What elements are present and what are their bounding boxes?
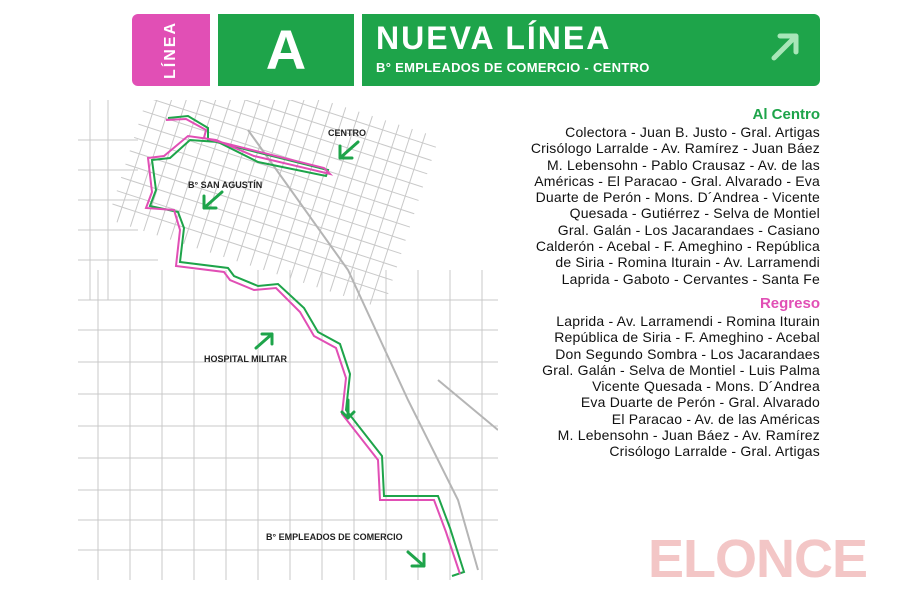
route-line: Crisólogo Larralde - Gral. Artigas [609, 443, 820, 460]
map-label-empleados-comercio: B° EMPLEADOS DE COMERCIO [266, 532, 403, 542]
elonce-watermark: ELONCE [648, 529, 868, 589]
arrow-up-right-icon [766, 26, 806, 66]
route-line: Don Segundo Sombra - Los Jacarandaes [555, 345, 820, 362]
map-label-hospital-militar: HOSPITAL MILITAR [204, 354, 287, 364]
route-line: Laprida - Gaboto - Cervantes - Santa Fe [561, 270, 820, 287]
route-line: Quesada - Gutiérrez - Selva de Montiel [569, 205, 820, 222]
route-line: Duarte de Perón - Mons. D´Andrea - Vicente [535, 189, 820, 206]
line-letter: A [265, 18, 307, 81]
al-centro-title: Al Centro [752, 106, 820, 123]
route-line: República de Siria - F. Ameghino - Acebal [554, 329, 820, 346]
route-line: Gral. Galán - Selva de Montiel - Luis Palma [542, 361, 820, 378]
banner-subtitle: B° EMPLEADOS DE COMERCIO - CENTRO [376, 60, 650, 75]
route-line: Calderón - Acebal - F. Ameghino - República [535, 238, 820, 255]
regreso-title: Regreso [759, 294, 820, 312]
al-centro-list [400, 124, 820, 287]
banner-title: NUEVA LÍNEA [376, 20, 612, 56]
route-line: de Siria - Romina Iturain - Av. Larramendi [555, 254, 820, 271]
route-line: Américas - El Paracao - Gral. Alvarado - Eva [534, 172, 820, 189]
route-line: Colectora - Juan B. Justo - Gral. Artigas [565, 124, 820, 140]
map-label-centro: CENTRO [328, 128, 366, 138]
linea-label: LÍNEA [162, 21, 179, 79]
route-line: M. Lebensohn - Juan Báez - Av. Ramírez [557, 427, 820, 444]
title-banner [362, 14, 820, 86]
regreso-list [400, 313, 820, 460]
map-label-san-agustin: B° SAN AGUSTÍN [188, 180, 263, 190]
linea-tag [132, 14, 210, 86]
route-descriptions [400, 106, 820, 460]
route-line: Laprida - Av. Larramendi - Romina Iturain [556, 312, 820, 329]
route-line: Crisólogo Larralde - Av. Ramírez - Juan Báez [530, 140, 820, 157]
route-line: M. Lebensohn - Pablo Crausaz - Av. de las [546, 156, 820, 173]
route-line: Gral. Galán - Los Jacarandaes - Casiano [557, 221, 820, 238]
line-letter-box [218, 14, 354, 86]
route-line: Vicente Quesada - Mons. D´Andrea [592, 378, 820, 395]
route-line: Eva Duarte de Perón - Gral. Alvarado [580, 394, 820, 411]
route-line: El Paracao - Av. de las Américas [611, 410, 820, 427]
